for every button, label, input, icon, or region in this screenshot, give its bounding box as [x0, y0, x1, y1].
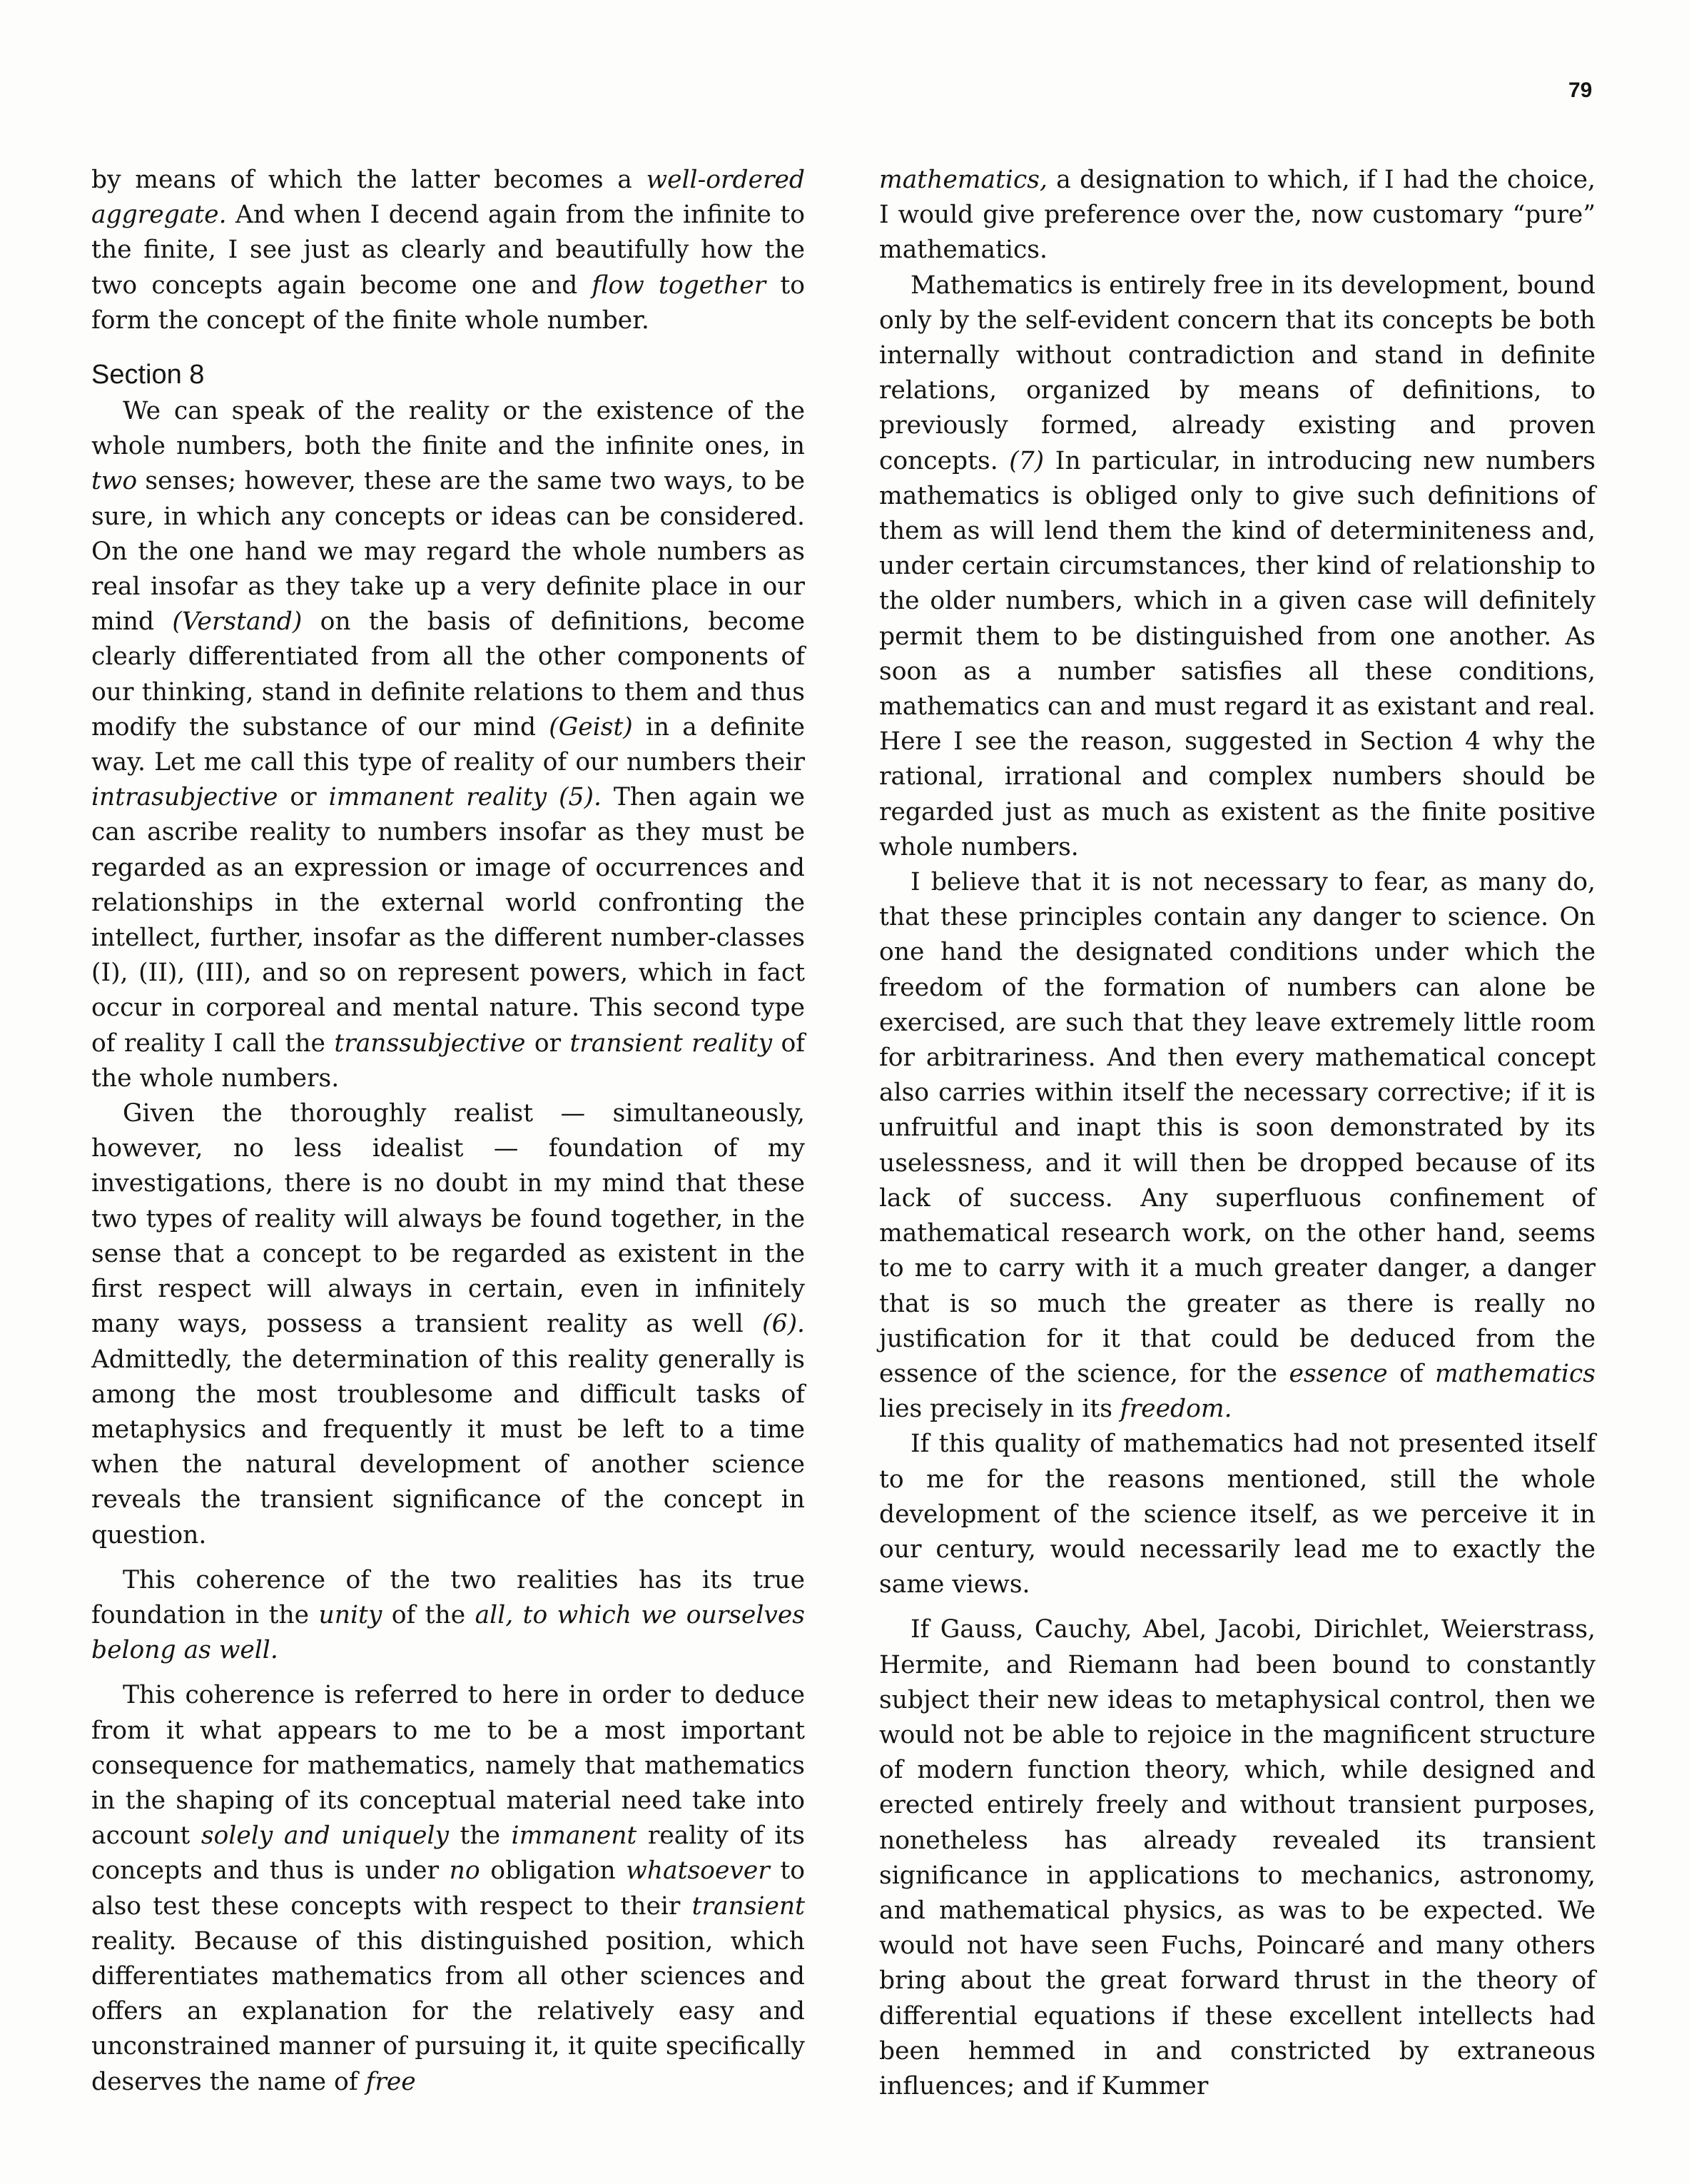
paragraph-danger: I believe that it is not necessary to fear, as many do, that these principles contain any danger to science. On one hand the designated conditions under which the freedom of the formation of numbers can alone be exercised, are such that they leave extremely little room for arbitrariness. And then every mathematical concept also carries within itself the necessary corrective; if it is unfruitful and inapt this is soon demonstrated by its uselessness, and it will then be dropped because of its lack of success. Any superfluous confinement of mathematical research work, on the other hand, seems to me to carry with it a much greater danger, a danger that is so much the greater as there is really no justification for it that could be deduced from the essence of the science, for the essence of mathematics lies precisely in its freedom.: [879, 868, 1596, 1424]
page-number: 79: [1568, 79, 1593, 102]
section-heading: Section 8: [91, 360, 205, 390]
right-column: [879, 163, 1596, 2104]
continued-paragraph: by means of which the latter becomes a well-ordered aggregate. And when I decend again from the infinite to the finite, I see just as clearly and beautifully how the two concepts again become one and flow together to form the concept of the finite whole number.: [91, 166, 805, 335]
paragraph-coherence: This coherence of the two realities has its true foundation in the unity of the all, to which we ourselves belong as well.: [91, 1565, 805, 1665]
paragraph-mathematicians: If Gauss, Cauchy, Abel, Jacobi, Dirichlet, Weierstrass, Hermite, and Riemann had been bound to constantly subject their new ideas to metaphysical control, then we would not be able to rejoice in the magnificent structure of modern function theory, which, while designed and erected entirely freely and without transient purposes, nonetheless has already revealed its transient significance in applications to mechanics, astronomy, and mathematical physics, as was to be expected. We would not have seen Fuchs, Poincaré and many others bring about the great forward thrust in the theory of differential equations if these excellent intellects had been hemmed in and constricted by extraneous influences; and if Kummer: [879, 1615, 1596, 2100]
paragraph-reality: We can speak of the reality or the existence of the whole numbers, both the finite and the infinite ones, in two senses; however, these are the same two ways, to be sure, in which any concepts or ideas can be considered. On the one hand we may regard the whole numbers as real insofar as they take up a very definite place in our mind (Verstand) on the basis of definitions, become clearly differentiated from all the other components of our thinking, stand in definite relations to them and thus modify the substance of our mind (Geist) in a definite way. Let me call this type of reality of our numbers their intrasubjective or immanent reality (5). Then again we can ascribe reality to numbers insofar as they must be regarded as an expression or image of occurrences and relationships in the external world confronting the intellect, further, insofar as the different number-classes (I), (II), (III), and so on represent powers, which in fact occur in corporeal and mental nature. This second type of reality I call the transsubjective or transient reality of the whole numbers.: [91, 397, 805, 1093]
left-column: [91, 163, 805, 2100]
paragraph-realist: Given the thoroughly realist — simultaneously, however, no less idealist — foundation of my investigations, there is no doubt in my mind that these two types of reality will always be found together, in the sense that a concept to be regarded as existent in the first respect will always in certain, even in infinitely many ways, possess a transient reality as well (6). Admittedly, the determination of this reality generally is among the most troublesome and difficult tasks of metaphysics and frequently it must be left to a time when the natural development of another science reveals the transient significance of the concept in question.: [91, 1099, 805, 1549]
paragraph-quality: If this quality of mathematics had not presented itself to me for the reasons mentioned, still the whole development of the science itself, as we perceive it in our century, would necessarily lead me to exactly the same views.: [879, 1430, 1596, 1599]
paragraph-consequence: This coherence is referred to here in order to deduce from it what appears to me to be a most important consequence for mathematics, namely that mathematics in the shaping of its conceptual material need take into account solely and uniquely the immanent reality of its concepts and thus is under no obligation whatsoever to also test these concepts with respect to their transient reality. Because of this distinguished position, which differentiates mathematics from all other sciences and offers an explanation for the relatively easy and unconstrained manner of pursuing it, it quite specifically deserves the name of free: [91, 1681, 805, 2096]
paragraph-freedom: Mathematics is entirely free in its development, bound only by the self-evident concern that its concepts be both internally without contradiction and stand in definite relations, organized by means of definitions, to previously formed, already existing and proven concepts. (7) In particular, in introducing new numbers mathematics is obliged only to give such definitions of them as will lend them the kind of determiniteness and, under certain circumstances, ther kind of relationship to the older numbers, which in a given case will definitely permit them to be distinguished from one another. As soon as a number satisfies all these conditions, mathematics can and must regard it as existant and real. Here I see the reason, suggested in Section 4 why the rational, irrational and complex numbers should be regarded just as much as existent as the finite positive whole numbers.: [879, 271, 1596, 861]
continued-paragraph: mathematics, a designation to which, if I had the choice, I would give preference over the, now customary “pure” mathematics.: [879, 166, 1596, 265]
